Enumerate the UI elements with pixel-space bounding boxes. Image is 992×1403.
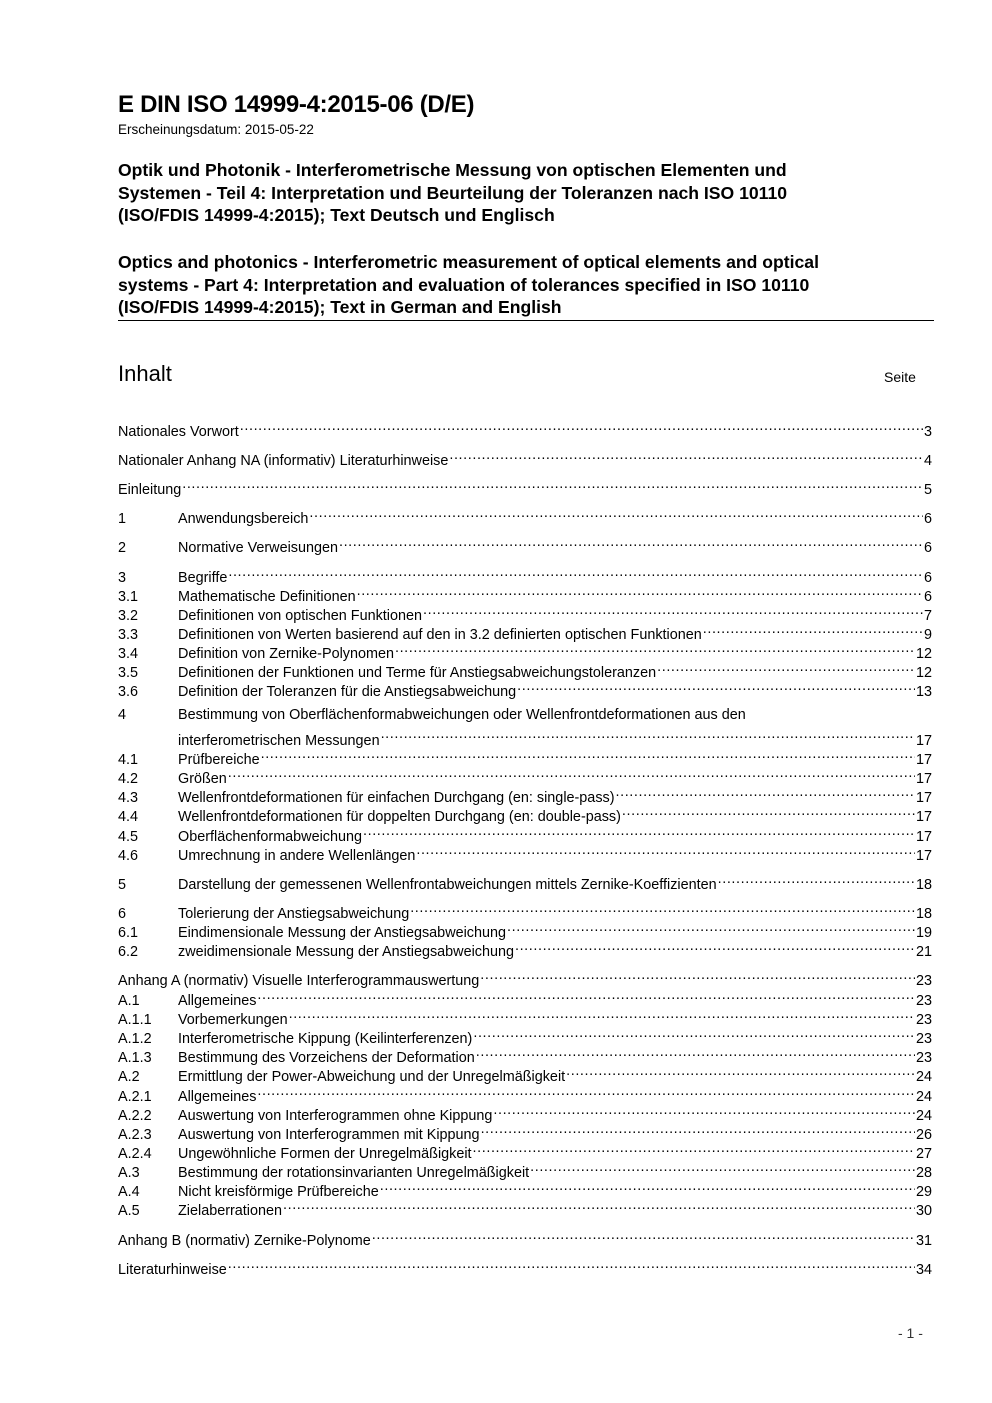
toc-entry-title: Oberflächenformabweichung bbox=[178, 829, 362, 846]
toc-entry-number: 5 bbox=[118, 877, 127, 894]
toc-dot-leader bbox=[289, 1005, 915, 1024]
toc-entry-title: Tolerierung der Anstiegsabweichung bbox=[178, 906, 410, 923]
toc-dot-leader bbox=[261, 745, 915, 764]
toc-entry[interactable] bbox=[118, 1062, 932, 1086]
toc-entry-page: 23 bbox=[915, 1031, 932, 1048]
toc-entry-number: 4.6 bbox=[118, 848, 139, 865]
toc-entry-page: 17 bbox=[915, 732, 932, 749]
toc-entry-number: 3.6 bbox=[118, 684, 139, 701]
toc-entry-title: Bestimmung der rotationsinvarianten Unregelmäßigkeit bbox=[178, 1165, 530, 1182]
toc-entry[interactable] bbox=[118, 783, 932, 807]
toc-entry[interactable] bbox=[118, 1139, 932, 1163]
toc-entry-title: Literaturhinweise bbox=[118, 1262, 227, 1279]
title-english-line: systems - Part 4: Interpretation and evaluation of tolerances specified in ISO 10110 bbox=[118, 274, 810, 295]
toc-dot-leader bbox=[476, 1043, 915, 1062]
toc-dot-leader bbox=[363, 822, 915, 841]
toc-dot-leader bbox=[395, 639, 915, 658]
toc-entry-number: 4.3 bbox=[118, 790, 139, 807]
toc-entry-page: 23 bbox=[915, 1050, 932, 1067]
publication-date: Erscheinungsdatum: 2015-05-22 bbox=[118, 122, 314, 137]
toc-entry-page: 26 bbox=[915, 1127, 932, 1144]
toc-dot-leader bbox=[410, 899, 915, 918]
contents-heading: Inhalt bbox=[118, 361, 172, 386]
toc-entry-title: Definition von Zernike-Polynomen bbox=[178, 646, 394, 663]
toc-dot-leader bbox=[228, 1255, 915, 1274]
toc-dot-leader bbox=[380, 1177, 915, 1196]
toc-dot-leader bbox=[372, 1226, 915, 1245]
page-column-label: Seite bbox=[884, 369, 916, 385]
toc-dot-leader bbox=[493, 1101, 915, 1120]
toc-entry[interactable] bbox=[118, 582, 932, 606]
toc-entry[interactable] bbox=[118, 918, 932, 942]
toc-entry[interactable] bbox=[118, 1101, 932, 1125]
toc-entry-number: 6.2 bbox=[118, 944, 139, 961]
toc-entry-number: 1 bbox=[118, 511, 127, 528]
toc-entry-title: Darstellung der gemessenen Wellenfrontabweichungen mittels Zernike-Koeffizienten bbox=[178, 877, 717, 894]
toc-entry[interactable] bbox=[118, 533, 932, 557]
toc-entry-title: Interferometrische Kippung (Keilinterferenzen) bbox=[178, 1031, 473, 1048]
toc-entry-page: 18 bbox=[915, 877, 932, 894]
toc-dot-leader bbox=[515, 937, 915, 956]
toc-entry-number: A.5 bbox=[118, 1203, 140, 1220]
toc-entry-page: 5 bbox=[923, 482, 932, 499]
toc-entry-title: Anhang A (normativ) Visuelle Interferogrammauswertung bbox=[118, 973, 480, 990]
toc-dot-leader bbox=[423, 601, 923, 620]
toc-entry-title: Umrechnung in andere Wellenlängen bbox=[178, 848, 416, 865]
toc-entry-page: 17 bbox=[915, 848, 932, 865]
toc-dot-leader bbox=[257, 1082, 915, 1101]
toc-entry-page: 29 bbox=[915, 1184, 932, 1201]
toc-entry[interactable] bbox=[118, 745, 932, 769]
toc-entry-page: 24 bbox=[915, 1069, 932, 1086]
toc-entry[interactable] bbox=[118, 870, 932, 894]
toc-entry[interactable] bbox=[118, 504, 932, 528]
toc-entry-page: 19 bbox=[915, 925, 932, 942]
toc-entry-title: Allgemeines bbox=[178, 993, 257, 1010]
toc-entry-title: Normative Verweisungen bbox=[178, 540, 338, 557]
toc-entry-title: Wellenfrontdeformationen für doppelten Durchgang (en: double-pass) bbox=[178, 809, 621, 826]
toc-entry[interactable] bbox=[118, 841, 932, 865]
toc-entry-title: Größen bbox=[178, 771, 227, 788]
title-german-line: Systemen - Teil 4: Interpretation und Beurteilung der Toleranzen nach ISO 10110 bbox=[118, 182, 788, 203]
toc-entry-number: 3.3 bbox=[118, 627, 139, 644]
toc-entry[interactable] bbox=[118, 658, 932, 682]
toc-entry-number: 4.2 bbox=[118, 771, 139, 788]
toc-entry-number: 2 bbox=[118, 540, 127, 557]
toc-entry[interactable] bbox=[118, 1255, 932, 1279]
toc-dot-leader bbox=[473, 1139, 915, 1158]
toc-entry-number: A.1.1 bbox=[118, 1012, 152, 1029]
toc-entry-title: Allgemeines bbox=[178, 1089, 257, 1106]
toc-entry-number: A.1 bbox=[118, 993, 140, 1010]
toc-entry-title: Anwendungsbereich bbox=[178, 511, 309, 528]
toc-entry-page: 23 bbox=[915, 973, 932, 990]
toc-dot-leader bbox=[473, 1024, 915, 1043]
toc-dot-leader bbox=[381, 725, 915, 744]
toc-entry-number: 4.4 bbox=[118, 809, 139, 826]
title-german-line: (ISO/FDIS 14999-4:2015); Text Deutsch und Englisch bbox=[118, 205, 555, 226]
toc-entry-page: 12 bbox=[915, 646, 932, 663]
toc-entry-number: 3.4 bbox=[118, 646, 139, 663]
toc-entry[interactable] bbox=[118, 899, 932, 923]
toc-entry[interactable] bbox=[118, 475, 932, 499]
toc-entry[interactable] bbox=[118, 446, 932, 470]
toc-dot-leader bbox=[228, 563, 923, 582]
toc-entry-title: Zielaberrationen bbox=[178, 1203, 282, 1220]
toc-entry-page: 17 bbox=[915, 771, 932, 788]
toc-dot-leader bbox=[449, 446, 923, 465]
toc-entry-page: 30 bbox=[915, 1203, 932, 1220]
toc-entry-number: A.2.1 bbox=[118, 1089, 152, 1106]
toc-entry-page: 12 bbox=[915, 665, 932, 682]
toc-entry-title: interferometrischen Messungen bbox=[178, 732, 380, 749]
toc-entry[interactable] bbox=[118, 1024, 932, 1048]
toc-entry[interactable] bbox=[118, 1082, 932, 1106]
title-english-line: (ISO/FDIS 14999-4:2015); Text in German and English bbox=[118, 297, 562, 318]
toc-entry-title: Definitionen von Werten basierend auf den in 3.2 definierten optischen Funktionen bbox=[178, 627, 702, 644]
toc-entry-page: 7 bbox=[923, 608, 932, 625]
toc-entry-title: Auswertung von Interferogrammen mit Kippung bbox=[178, 1127, 480, 1144]
toc-entry-title: Ungewöhnliche Formen der Unregelmäßigkeit bbox=[178, 1146, 472, 1163]
toc-entry-title: Anhang B (normativ) Zernike-Polynome bbox=[118, 1233, 371, 1250]
toc-entry-page: 24 bbox=[915, 1108, 932, 1125]
toc-entry-title: Wellenfrontdeformationen für einfachen Durchgang (en: single-pass) bbox=[178, 790, 615, 807]
toc-entry-title: Einleitung bbox=[118, 482, 182, 499]
toc-entry[interactable] bbox=[118, 1005, 932, 1029]
toc-entry-title: Eindimensionale Messung der Anstiegsabweichung bbox=[178, 925, 506, 942]
title-german-line: Optik und Photonik - Interferometrische Messung von optischen Elementen und bbox=[118, 160, 787, 180]
toc-entry-title: Vorbemerkungen bbox=[178, 1012, 288, 1029]
toc-dot-leader bbox=[480, 966, 915, 985]
toc-entry[interactable] bbox=[118, 620, 932, 644]
toc-entry-page: 27 bbox=[915, 1146, 932, 1163]
toc-entry-number: A.3 bbox=[118, 1165, 140, 1182]
toc-dot-leader bbox=[240, 417, 923, 436]
title-english bbox=[118, 251, 938, 319]
toc-entry[interactable] bbox=[118, 1158, 932, 1182]
toc-dot-leader bbox=[507, 918, 915, 937]
toc-entry-number: 3 bbox=[118, 570, 127, 587]
toc-entry-page: 21 bbox=[915, 944, 932, 961]
toc-entry[interactable] bbox=[118, 966, 932, 990]
toc-entry-title: Begriffe bbox=[178, 570, 228, 587]
toc-entry[interactable] bbox=[118, 563, 932, 587]
toc-entry[interactable] bbox=[118, 1196, 932, 1220]
toc-entry-number: A.1.3 bbox=[118, 1050, 152, 1067]
toc-entry-title: Nicht kreisförmige Prüfbereiche bbox=[178, 1184, 379, 1201]
page-number: - 1 - bbox=[898, 1325, 923, 1341]
toc-dot-leader bbox=[517, 677, 915, 696]
toc-entry[interactable] bbox=[118, 417, 932, 441]
toc-entry-title: Ermittlung der Power-Abweichung und der Unregelmäßigkeit bbox=[178, 1069, 566, 1086]
title-german bbox=[118, 159, 938, 227]
toc-entry-title: zweidimensionale Messung der Anstiegsabweichung bbox=[178, 944, 514, 961]
toc-entry-title: Nationaler Anhang NA (informativ) Literaturhinweise bbox=[118, 453, 449, 470]
toc-dot-leader bbox=[182, 475, 923, 494]
toc-entry[interactable] bbox=[118, 706, 932, 725]
toc-entry-number: A.1.2 bbox=[118, 1031, 152, 1048]
toc-entry-number: A.2.4 bbox=[118, 1146, 152, 1163]
toc-entry-page: 9 bbox=[923, 627, 932, 644]
toc-entry-page: 13 bbox=[915, 684, 932, 701]
title-english-line: Optics and photonics - Interferometric measurement of optical elements and optical bbox=[118, 252, 819, 272]
toc-dot-leader bbox=[657, 658, 915, 677]
toc-entry-page: 3 bbox=[923, 424, 932, 441]
toc-dot-leader bbox=[283, 1196, 915, 1215]
toc-entry-number: 4.5 bbox=[118, 829, 139, 846]
toc-entry-title: Auswertung von Interferogrammen ohne Kippung bbox=[178, 1108, 493, 1125]
toc-entry[interactable] bbox=[118, 764, 932, 788]
toc-entry-page: 28 bbox=[915, 1165, 932, 1182]
toc-entry-number: 4 bbox=[118, 707, 127, 723]
toc-entry-page: 23 bbox=[915, 993, 932, 1010]
toc-entry-page: 17 bbox=[915, 809, 932, 826]
toc-entry-page: 17 bbox=[915, 829, 932, 846]
toc-entry[interactable] bbox=[118, 937, 932, 961]
toc-entry-title: Definition der Toleranzen für die Anstiegsabweichung bbox=[178, 684, 517, 701]
toc-entry-title: Definitionen von optischen Funktionen bbox=[178, 608, 423, 625]
toc-entry-number: A.2.2 bbox=[118, 1108, 152, 1125]
toc-entry-number: 4.1 bbox=[118, 752, 139, 769]
toc-entry-number: A.4 bbox=[118, 1184, 140, 1201]
toc-entry[interactable] bbox=[118, 677, 932, 701]
toc-entry-page: 23 bbox=[915, 1012, 932, 1029]
toc-entry[interactable] bbox=[118, 1177, 932, 1201]
toc-entry-number: 6.1 bbox=[118, 925, 139, 942]
toc-entry[interactable] bbox=[118, 1043, 932, 1067]
toc-entry-number: A.2 bbox=[118, 1069, 140, 1086]
toc-dot-leader bbox=[703, 620, 923, 639]
toc-dot-leader bbox=[622, 802, 915, 821]
toc-entry-number: 3.5 bbox=[118, 665, 139, 682]
toc-entry-title: Bestimmung von Oberflächenformabweichungen oder Wellenfrontdeformationen aus den bbox=[178, 707, 746, 723]
toc-entry[interactable] bbox=[118, 802, 932, 826]
toc-dot-leader bbox=[530, 1158, 915, 1177]
toc-dot-leader bbox=[339, 533, 923, 552]
toc-entry-page: 18 bbox=[915, 906, 932, 923]
toc-dot-leader bbox=[481, 1120, 915, 1139]
toc-dot-leader bbox=[416, 841, 915, 860]
toc-dot-leader bbox=[616, 783, 915, 802]
title-divider bbox=[118, 320, 934, 321]
toc-entry-number: 3.2 bbox=[118, 608, 139, 625]
toc-entry-number: 6 bbox=[118, 906, 127, 923]
toc-entry-number: 3.1 bbox=[118, 589, 139, 606]
toc-entry-page: 17 bbox=[915, 790, 932, 807]
toc-entry-continuation[interactable] bbox=[118, 725, 932, 749]
toc-entry[interactable] bbox=[118, 822, 932, 846]
toc-dot-leader bbox=[257, 986, 915, 1005]
toc-entry-page: 34 bbox=[915, 1262, 932, 1279]
toc-dot-leader bbox=[718, 870, 915, 889]
toc-dot-leader bbox=[357, 582, 923, 601]
toc-entry[interactable] bbox=[118, 1120, 932, 1144]
document-id: E DIN ISO 14999-4:2015-06 (D/E) bbox=[118, 91, 475, 118]
toc-entry[interactable] bbox=[118, 601, 932, 625]
toc-entry-title: Mathematische Definitionen bbox=[178, 589, 356, 606]
toc-entry-page: 6 bbox=[923, 511, 932, 528]
toc-entry-page: 24 bbox=[915, 1089, 932, 1106]
toc-entry-page: 6 bbox=[923, 540, 932, 557]
toc-entry-page: 6 bbox=[923, 589, 932, 606]
toc-entry-title: Definitionen der Funktionen und Terme für Anstiegsabweichungstoleranzen bbox=[178, 665, 657, 682]
toc-entry-number: A.2.3 bbox=[118, 1127, 152, 1144]
toc-dot-leader bbox=[566, 1062, 915, 1081]
toc-entry[interactable] bbox=[118, 1226, 932, 1250]
toc-dot-leader bbox=[309, 504, 923, 523]
toc-entry-page: 4 bbox=[923, 453, 932, 470]
toc-entry[interactable] bbox=[118, 986, 932, 1010]
toc-entry-title: Bestimmung des Vorzeichens der Deformation bbox=[178, 1050, 475, 1067]
toc-dot-leader bbox=[228, 764, 915, 783]
toc-entry-page: 6 bbox=[923, 570, 932, 587]
toc-entry-title: Prüfbereiche bbox=[178, 752, 260, 769]
toc-entry-title: Nationales Vorwort bbox=[118, 424, 239, 441]
toc-entry-page: 17 bbox=[915, 752, 932, 769]
toc-entry-page: 31 bbox=[915, 1233, 932, 1250]
toc-entry[interactable] bbox=[118, 639, 932, 663]
